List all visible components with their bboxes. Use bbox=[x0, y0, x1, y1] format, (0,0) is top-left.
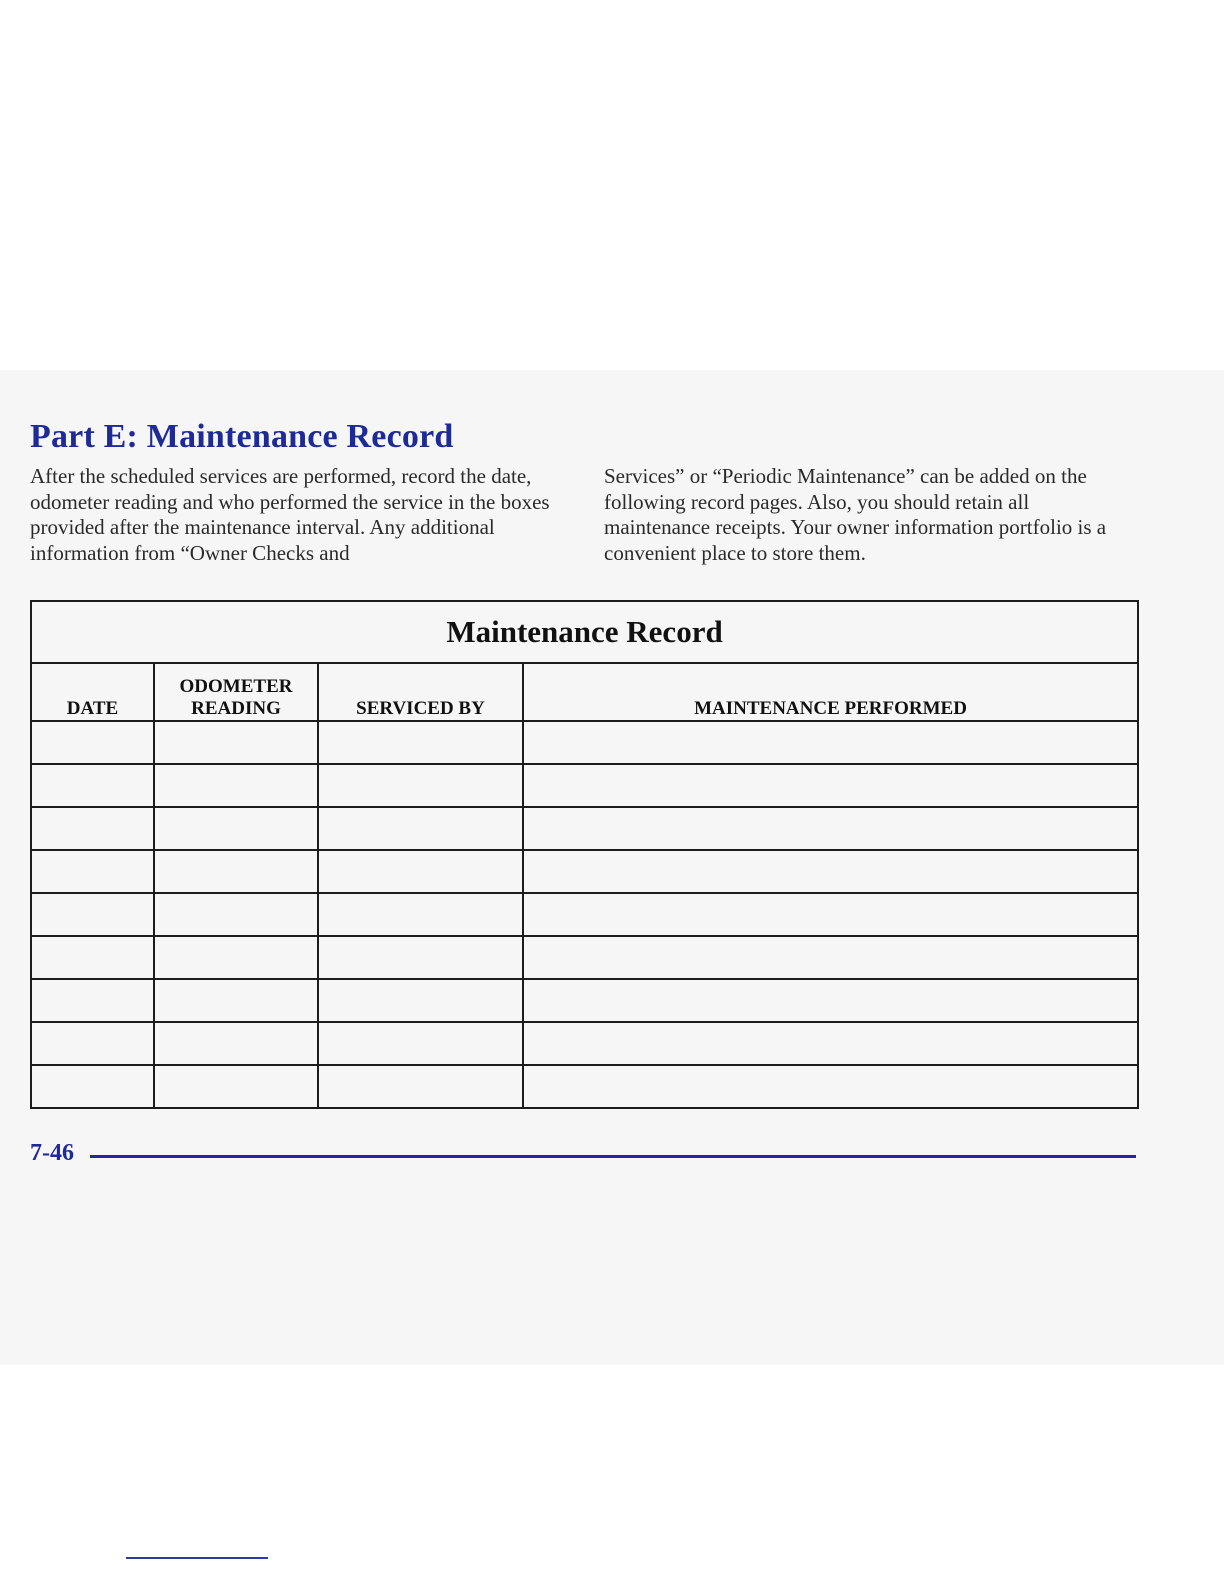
maintenance-cell bbox=[523, 807, 1138, 850]
date-cell bbox=[31, 979, 154, 1022]
column-header-odometer bbox=[154, 663, 318, 721]
maintenance-cell bbox=[523, 936, 1138, 979]
serviced-by-cell bbox=[318, 936, 523, 979]
table-row bbox=[31, 721, 1138, 764]
serviced-by-cell bbox=[318, 893, 523, 936]
column-header-date: DATE bbox=[31, 663, 154, 721]
table-row bbox=[31, 979, 1138, 1022]
date-cell bbox=[31, 764, 154, 807]
table-row bbox=[31, 1065, 1138, 1108]
intro-text-left: After the scheduled services are performed, record the date, odometer reading and who performed the service in the boxes provided after the maintenance interval. Any additional information from “Owner Checks and bbox=[30, 464, 550, 565]
odometer-cell bbox=[154, 1065, 318, 1108]
record-rows bbox=[31, 721, 1138, 1108]
maintenance-cell bbox=[523, 721, 1138, 764]
date-cell bbox=[31, 721, 154, 764]
serviced-by-cell bbox=[318, 850, 523, 893]
odometer-cell bbox=[154, 893, 318, 936]
odometer-cell bbox=[154, 850, 318, 893]
date-cell bbox=[31, 850, 154, 893]
date-cell bbox=[31, 893, 154, 936]
serviced-by-cell bbox=[318, 807, 523, 850]
table-title: Maintenance Record bbox=[31, 601, 1138, 663]
date-cell bbox=[31, 936, 154, 979]
maintenance-cell bbox=[523, 1022, 1138, 1065]
table-row bbox=[31, 764, 1138, 807]
odometer-cell bbox=[154, 979, 318, 1022]
column-header-serviced-by: SERVICED BY bbox=[318, 663, 523, 721]
odometer-cell bbox=[154, 807, 318, 850]
odometer-cell bbox=[154, 764, 318, 807]
table-row bbox=[31, 850, 1138, 893]
odometer-cell bbox=[154, 936, 318, 979]
table-row bbox=[31, 1022, 1138, 1065]
table-row bbox=[31, 936, 1138, 979]
maintenance-cell bbox=[523, 893, 1138, 936]
date-cell bbox=[31, 1022, 154, 1065]
table-row bbox=[31, 893, 1138, 936]
maintenance-cell bbox=[523, 850, 1138, 893]
odometer-header-line2: READING bbox=[191, 698, 281, 719]
bottom-link-underline bbox=[126, 1557, 268, 1559]
footer-rule bbox=[90, 1155, 1136, 1158]
serviced-by-cell bbox=[318, 979, 523, 1022]
serviced-by-cell bbox=[318, 1022, 523, 1065]
maintenance-record-table bbox=[30, 600, 1139, 1109]
maintenance-cell bbox=[523, 1065, 1138, 1108]
serviced-by-cell bbox=[318, 1065, 523, 1108]
odometer-cell bbox=[154, 721, 318, 764]
serviced-by-cell bbox=[318, 764, 523, 807]
table-row bbox=[31, 807, 1138, 850]
serviced-by-cell bbox=[318, 721, 523, 764]
maintenance-cell bbox=[523, 979, 1138, 1022]
odometer-header-line1: ODOMETER bbox=[179, 676, 293, 697]
date-cell bbox=[31, 1065, 154, 1108]
page-heading: Part E: Maintenance Record bbox=[30, 418, 454, 455]
odometer-cell bbox=[154, 1022, 318, 1065]
column-header-maintenance-performed: MAINTENANCE PERFORMED bbox=[523, 663, 1138, 721]
maintenance-cell bbox=[523, 764, 1138, 807]
intro-text-right: Services” or “Periodic Maintenance” can be added on the following record pages. Also, you should retain all maintenance receipts. Your owner information portfolio is a convenient place to store them. bbox=[604, 464, 1107, 565]
date-cell bbox=[31, 807, 154, 850]
page-number: 7-46 bbox=[30, 1140, 74, 1166]
